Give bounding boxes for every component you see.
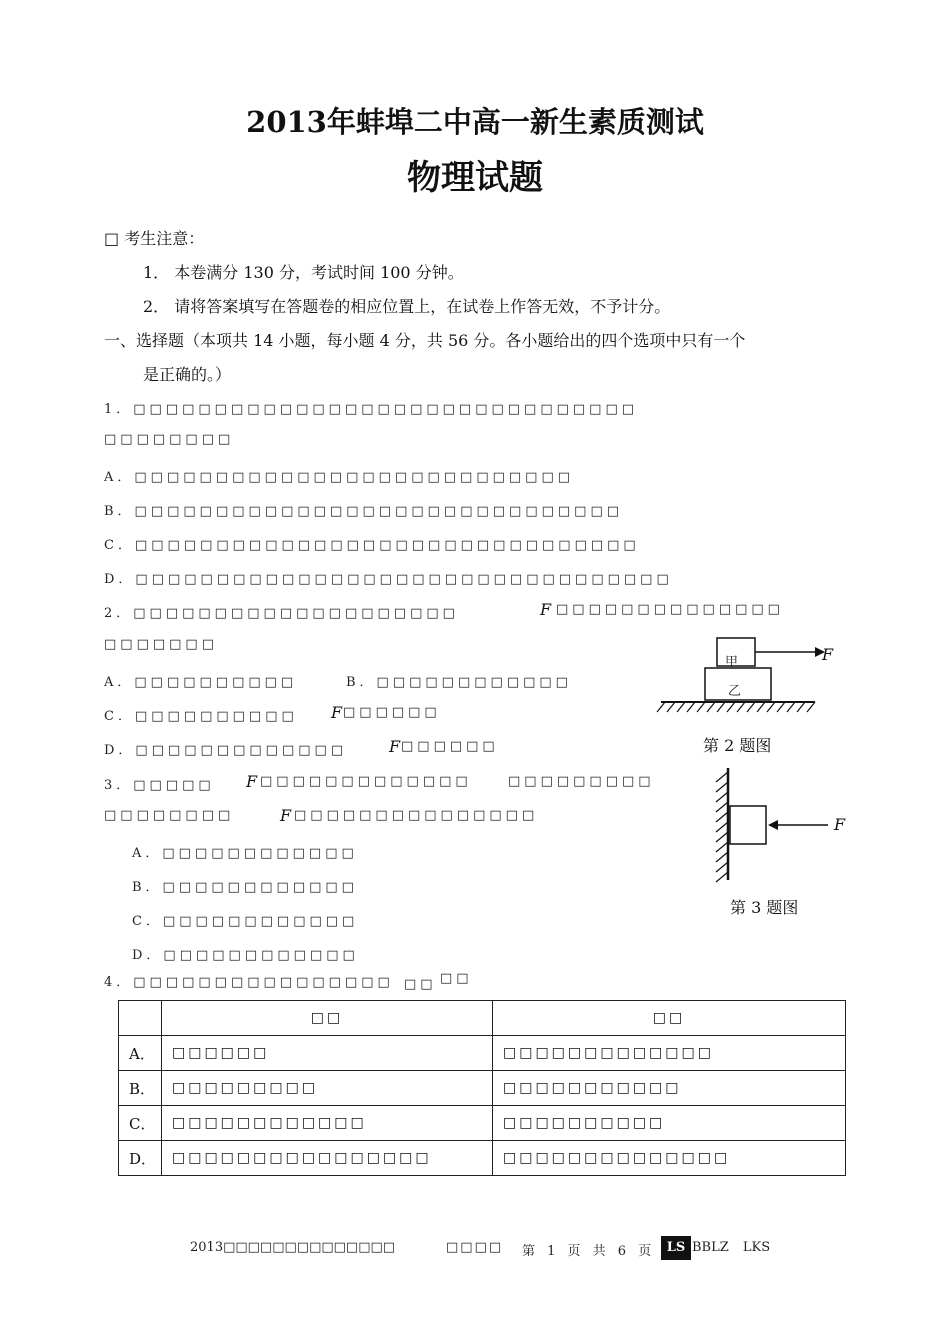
q2-stem-line1: 2．□□□□□□□□□□□□□□□□□□□□ — [104, 606, 459, 621]
q2-option-d: D．□□□□□□□□□□□□□ — [104, 743, 348, 758]
q1-option-d: D．□□□□□□□□□□□□□□□□□□□□□□□□□□□□□□□□□ — [104, 572, 673, 587]
row-cell-2: □□□□□□□□□□□□□□ — [493, 1141, 846, 1176]
q4-answer-table — [118, 1000, 846, 1176]
q1-stem-line1: 1．□□□□□□□□□□□□□□□□□□□□□□□□□□□□□□□ — [104, 402, 639, 417]
row-cell-2: □□□□□□□□□□□□□ — [493, 1036, 846, 1071]
q3-fig-force-label: F — [834, 815, 846, 834]
q2-option-b: B．□□□□□□□□□□□□ — [346, 675, 572, 690]
section-heading-cont: 是正确的。） — [143, 365, 232, 384]
q2-block-bottom-label: 乙 — [728, 684, 742, 699]
q1-stem-line2: □□□□□□□□ — [104, 432, 235, 447]
page-title: 2013年蚌埠二中高一新生素质测试 — [246, 105, 704, 139]
q4-stem-end: □□ — [440, 971, 473, 986]
row-label: C． — [119, 1106, 162, 1141]
q3-option-a: A．□□□□□□□□□□□□ — [132, 846, 358, 861]
q3-stem-line2-end: □□□□□□□□□□□□□□□ — [294, 808, 539, 823]
q2-option-d-force: F — [389, 737, 401, 756]
q3-figure-caption: 第 3 题图 — [730, 898, 799, 917]
table-header-col1: □□ — [162, 1001, 493, 1036]
page-subtitle: 物理试题 — [407, 158, 543, 198]
q2-stem-line2: □□□□□□□ — [104, 637, 218, 652]
row-cell-1: □□□□□□□□□□□□ — [162, 1106, 493, 1141]
q3-force-symbol: F — [246, 772, 258, 791]
footer-left: 2013□□□□□□□□□□□□□□ — [190, 1240, 396, 1255]
section-heading: 一、选择题（本项共 14 小题，每小题 4 分，共 56 分。各小题给出的四个选项中只有一个 — [104, 331, 746, 350]
q2-option-c: C．□□□□□□□□□□ — [104, 709, 298, 724]
q3-stem-line2: □□□□□□□□ — [104, 808, 235, 823]
q2-option-c-force: F — [331, 703, 343, 722]
row-cell-2: □□□□□□□□□□ — [493, 1106, 846, 1141]
table-header-row — [119, 1001, 846, 1036]
table-header-col2: □□ — [493, 1001, 846, 1036]
q3-arrow-head — [768, 820, 778, 830]
footer-brand: BBLZ LKS — [692, 1240, 771, 1255]
q1-option-c: C．□□□□□□□□□□□□□□□□□□□□□□□□□□□□□□□ — [104, 538, 640, 553]
table-header-blank — [119, 1001, 162, 1036]
row-cell-2: □□□□□□□□□□□ — [493, 1071, 846, 1106]
q2-block-top-label: 甲 — [725, 655, 739, 670]
footer-page: 第 1 页 共 6 页 — [522, 1244, 652, 1259]
q3-stem-force: F — [280, 806, 292, 825]
row-cell-1: □□□□□□□□□ — [162, 1071, 493, 1106]
q3-option-d: D．□□□□□□□□□□□□ — [132, 948, 359, 963]
notice-item-2: 2． 请将答案填写在答题卷的相应位置上，在试卷上作答无效，不予计分。 — [143, 297, 671, 316]
q2-force-symbol: F — [540, 600, 552, 619]
q2-ground-hatch — [657, 702, 815, 712]
notice-item-1: 1． 本卷满分 130 分，考试时间 100 分钟。 — [143, 263, 464, 282]
table-row — [119, 1106, 846, 1141]
q4-stem-mid: □□ — [404, 977, 437, 992]
q3-block — [730, 806, 766, 844]
q2-fig-force-label: F — [822, 645, 834, 664]
row-cell-1: □□□□□□ — [162, 1036, 493, 1071]
row-label: D． — [119, 1141, 162, 1176]
table-row — [119, 1036, 846, 1071]
q2-option-a: A．□□□□□□□□□□ — [104, 675, 298, 690]
row-label: B． — [119, 1071, 162, 1106]
q1-option-a: A．□□□□□□□□□□□□□□□□□□□□□□□□□□□ — [104, 470, 575, 485]
row-cell-1: □□□□□□□□□□□□□□□□ — [162, 1141, 493, 1176]
q3-option-c: C．□□□□□□□□□□□□ — [132, 914, 359, 929]
q2-stem-line1-end: □□□□□□□□□□□□□□ — [556, 602, 784, 617]
q1-option-b: B．□□□□□□□□□□□□□□□□□□□□□□□□□□□□□□ — [104, 504, 624, 519]
notice-heading: □ 考生注意： — [104, 229, 205, 248]
q3-stem-line1: 3．□□□□□ — [104, 778, 215, 793]
q2-figure — [655, 632, 845, 722]
notice-heading-text: 考生注意： — [124, 229, 205, 248]
footer-logo: LS — [661, 1236, 691, 1260]
footer-mid: □□□□ — [446, 1240, 504, 1255]
q3-stem-line1-mid: □□□□□□□□□□□□□ — [260, 774, 472, 789]
q2-figure-caption: 第 2 题图 — [703, 736, 772, 755]
q3-figure — [700, 764, 850, 884]
table-row — [119, 1141, 846, 1176]
q3-option-b: B．□□□□□□□□□□□□ — [132, 880, 358, 895]
q3-stem-line1-end: □□□□□□□□□ — [508, 774, 655, 789]
table-row — [119, 1071, 846, 1106]
q2-option-d-end: □□□□□□ — [401, 739, 499, 754]
q3-wall-hatch — [716, 772, 728, 882]
row-label: A． — [119, 1036, 162, 1071]
q2-option-c-end: □□□□□□ — [343, 705, 441, 720]
q4-stem: 4．□□□□□□□□□□□□□□□□ — [104, 975, 394, 990]
